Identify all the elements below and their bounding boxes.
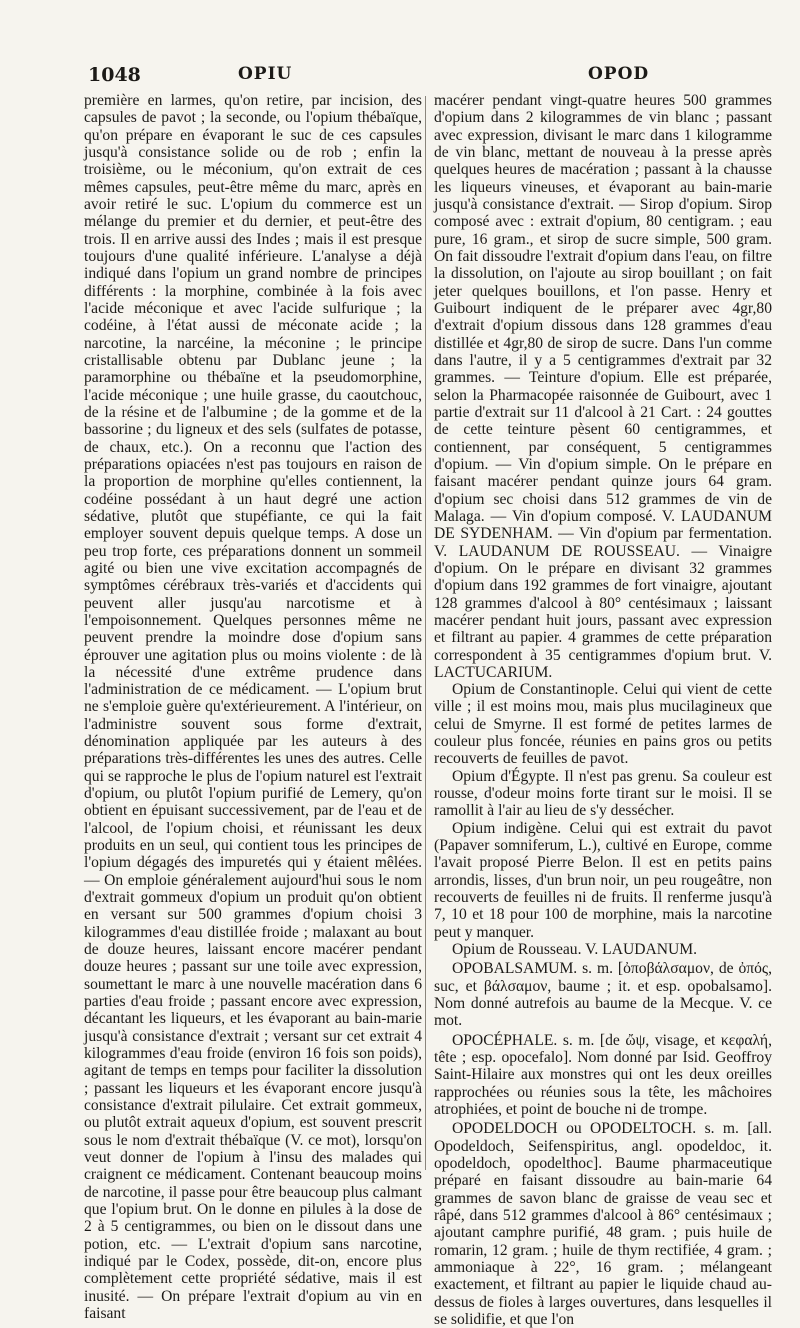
running-header (88, 64, 768, 88)
right-running-head: OPOD (588, 64, 650, 84)
paragraph: macérer pendant vingt-quatre heures 500 grammes d'opium dans 2 kilogrammes de vin blanc ; passant avec expression, divisant le marc dans 1 kilogramme de vin blanc, mettant de nouveau à la presse après quelques heures de macération ; passant à la chausse les liqueurs vineuses, et évaporant au bain-marie jusqu'à consistance d'extrait. — Sirop d'opium. Sirop composé avec : extrait d'opium, 80 centigram. ; eau pure, 16 gram., et sirop de sucre simple, 500 gram. On fait dissoudre l'extrait d'opium dans l'eau, on filtre la dissolution, on l'ajoute au sirop bouillant ; on fait jeter quelques bouillons, et l'on passe. Henry et Guibourt indiquent de le préparer avec 4gr,80 d'extrait d'opium dissous dans 128 grammes d'eau distillée et 4gr,80 de sirop de sucre. Dans l'un comme dans l'autre, il y a 5 centigrammes d'extrait par 32 grammes. — Teinture d'opium. Elle est préparée, selon la Pharmacopée raisonnée de Guibourt, avec 1 partie d'extrait sur 11 d'alcool à 21 Cart. : 24 gouttes de cette teinture pèsent 60 centigrammes, et contiennent, par conséquent, 5 centigrammes d'opium. — Vin d'opium simple. On le prépare en faisant macérer pendant quinze jours 64 gram. d'opium sec choisi dans 512 grammes de vin de Malaga. — Vin d'opium composé. V. LAUDANUM DE SYDENHAM. — Vin d'opium par fermentation. V. LAUDANUM DE ROUSSEAU. — Vinaigre d'opium. On le prépare en divisant 32 grammes d'opium dans 192 grammes de fort vinaigre, ajoutant 128 grammes d'alcool à 80° centésimaux ; laissant macérer pendant huit jours, passant avec expression et filtrant au papier. 4 grammes de cette préparation correspondent à 35 centigrammes d'opium brut. V. LACTUCARIUM. (434, 92, 772, 681)
page-number: 1048 (88, 64, 141, 86)
paragraph-opium-indigene: Opium indigène. Celui qui est extrait du pavot (Papaver somniferum, L.), cultivé en Europe, comme l'avait proposé Pierre Belon. Il est en petits pains arrondis, lisses, d'un brun noir, un peu rougeâtre, non recouverts de feuilles ni de fruits. Il renferme jusqu'à 7, 10 et 18 pour 100 de morphine, mais la narcotine peut y manquer. (434, 819, 772, 941)
left-running-head: OPIU (238, 64, 293, 84)
paragraph-opium-constantinople: Opium de Constantinople. Celui qui vient de cette ville ; il est moins mou, mais plus mucilagineux que celui de Smyrne. Il est formé de petites larmes de couleur plus foncée, réunies en pains gros ou petits recouverts de feuilles de pavot. (434, 681, 772, 768)
left-column (84, 92, 422, 1322)
column-divider (425, 96, 426, 1170)
entry-opocephale: OPOCÉPHALE. s. m. [de ὤψ, visage, et κεφαλή, tête ; esp. opocefalo]. Nom donné par Isid. Geoffroy Saint-Hilaire aux monstres qui ont les deux oreilles rapprochées ou réunies sous la tête, les mâchoires atrophiées, et point de bouche ni de trompe. (434, 1031, 772, 1119)
paragraph: première en larmes, qu'on retire, par incision, des capsules de pavot ; la seconde, ou l'opium thébaïque, qu'on prépare en évaporant le suc de ces capsules jusqu'à consistance solide ou de rob ; enfin la troisième, ou le méconium, qu'on extrait de ces mêmes capsules, peut-être même du marc, après en avoir retiré le suc. L'opium du commerce est un mélange du premier et du dernier, et peut-être des trois. Il en arrive aussi des Indes ; mais il est presque toujours d'une qualité inférieure. L'analyse a déjà indiqué dans l'opium un grand nombre de principes différents : la morphine, combinée à la fois avec l'acide méconique et avec l'acide sulfurique ; la codéine, à l'état aussi de méconate acide ; la narcotine, la narcéine, la méconine ; le principe cristallisable obtenu par Dublanc jeune ; la paramorphine ou thébaïne et la pseudomorphine, l'acide méconique ; une huile grasse, du caoutchouc, de la résine et de l'albumine ; de la gomme et de la bassorine ; du ligneux et des sels (sulfates de potasse, de chaux, etc.). On a reconnu que l'action des préparations opiacées n'est pas toujours en raison de la proportion de morphine qu'elles contiennent, la codéine possédant à un haut degré une action sédative, plutôt que stupéfiante, ce qui la fait employer souvent depuis quelque temps. A dose un peu trop forte, ces préparations donnent un sommeil agité ou bien une vive excitation accompagnés de symptômes cérébraux très-variés et d'accidents qui peuvent aller jusqu'au narcotisme et à l'empoisonnement. Quelques personnes même ne peuvent prendre la moindre dose d'opium sans éprouver une agitation plus ou moins violente : de là la nécessité d'une extrême prudence dans l'administration de ce médicament. — L'opium brut ne s'emploie guère qu'extérieurement. A l'intérieur, on l'administre souvent sous forme d'extrait, dénomination appliquée par les auteurs à des préparations très-différentes les unes des autres. Celle qui se rapproche le plus de l'opium naturel est l'extrait d'opium, ou plutôt l'opium purifié de Lemery, qu'on obtient en épuisant successivement, par de l'eau et de l'alcool, de l'opium choisi, et réunissant les deux produits en un seul, qui contient tous les principes de l'opium dégagés des impuretés qui y étaient mêlées. — On emploie généralement aujourd'hui sous le nom d'extrait gommeux d'opium un produit qu'on obtient en versant sur 500 grammes d'opium choisi 3 kilogrammes d'eau distillée froide ; malaxant au bout de douze heures, laissant encore macérer pendant douze heures ; passant sur une toile avec expression, soumettant le marc à une nouvelle macération dans 6 parties d'eau froide ; passant encore avec expression, décantant les liqueurs, et les évaporant au bain-marie jusqu'à consistance d'extrait ; versant sur cet extrait 4 kilogrammes d'eau froide (environ 16 fois son poids), agitant de temps en temps pour faciliter la dissolution ; passant les liqueurs et les évaporant encore jusqu'à consistance d'extrait pilulaire. Cet extrait gommeux, ou plutôt extrait aqueux d'opium, est souvent prescrit sous le nom d'extrait thébaïque (V. ce mot), lorsqu'on veut donner de l'opium à l'insu des malades qui craignent ce médicament. Contenant beaucoup moins de narcotine, il passe pour être beaucoup plus calmant que l'opium brut. On le donne en pilules à la dose de 2 à 5 centigrammes, ou bien on le dissout dans une potion, etc. — L'extrait d'opium sans narcotine, indiqué par le Codex, possède, dit-on, encore plus complètement cette propriété sédative, mais il est inusité. — On prépare l'extrait d'opium au vin en faisant (84, 92, 422, 1322)
entry-opodeldoch: OPODELDOCH ou OPODELTOCH. s. m. [all. Opodeldoch, Seifenspiritus, angl. opodeldoc, it. opodeldoch, opodelthoc]. Baume pharmaceutique préparé en faisant dissoudre au bain-marie 64 grammes de savon blanc de graisse de veau sec et râpé, dans 512 grammes d'alcool à 86° centésimaux ; ajoutant camphre purifié, 48 gram. ; puis huile de romarin, 12 gram. ; huile de thym rectifiée, 4 gram. ; ammoniaque à 22°, 16 gram. ; mélangeant exactement, et filtrant au papier le liquide chaud au-dessus de fioles à larges ouvertures, dans lesquelles il se solidifie, et que l'on (434, 1120, 772, 1328)
paragraph-opium-rousseau: Opium de Rousseau. V. LAUDANUM. (452, 941, 698, 959)
right-column (434, 92, 772, 1328)
paragraph-opium-egypte: Opium d'Égypte. Il n'est pas grenu. Sa couleur est rousse, d'odeur moins forte tirant sur le moisi. Il se ramollit à l'air au lieu de s'y dessécher. (434, 767, 772, 820)
entry-opobalsamum: OPOBALSAMUM. s. m. [ὀποβάλσαμον, de ὀπός, suc, et βάλσαμον, baume ; it. et esp. opobalsamo]. Nom donné autrefois au baume de la Mecque. V. ce mot. (434, 960, 772, 1030)
